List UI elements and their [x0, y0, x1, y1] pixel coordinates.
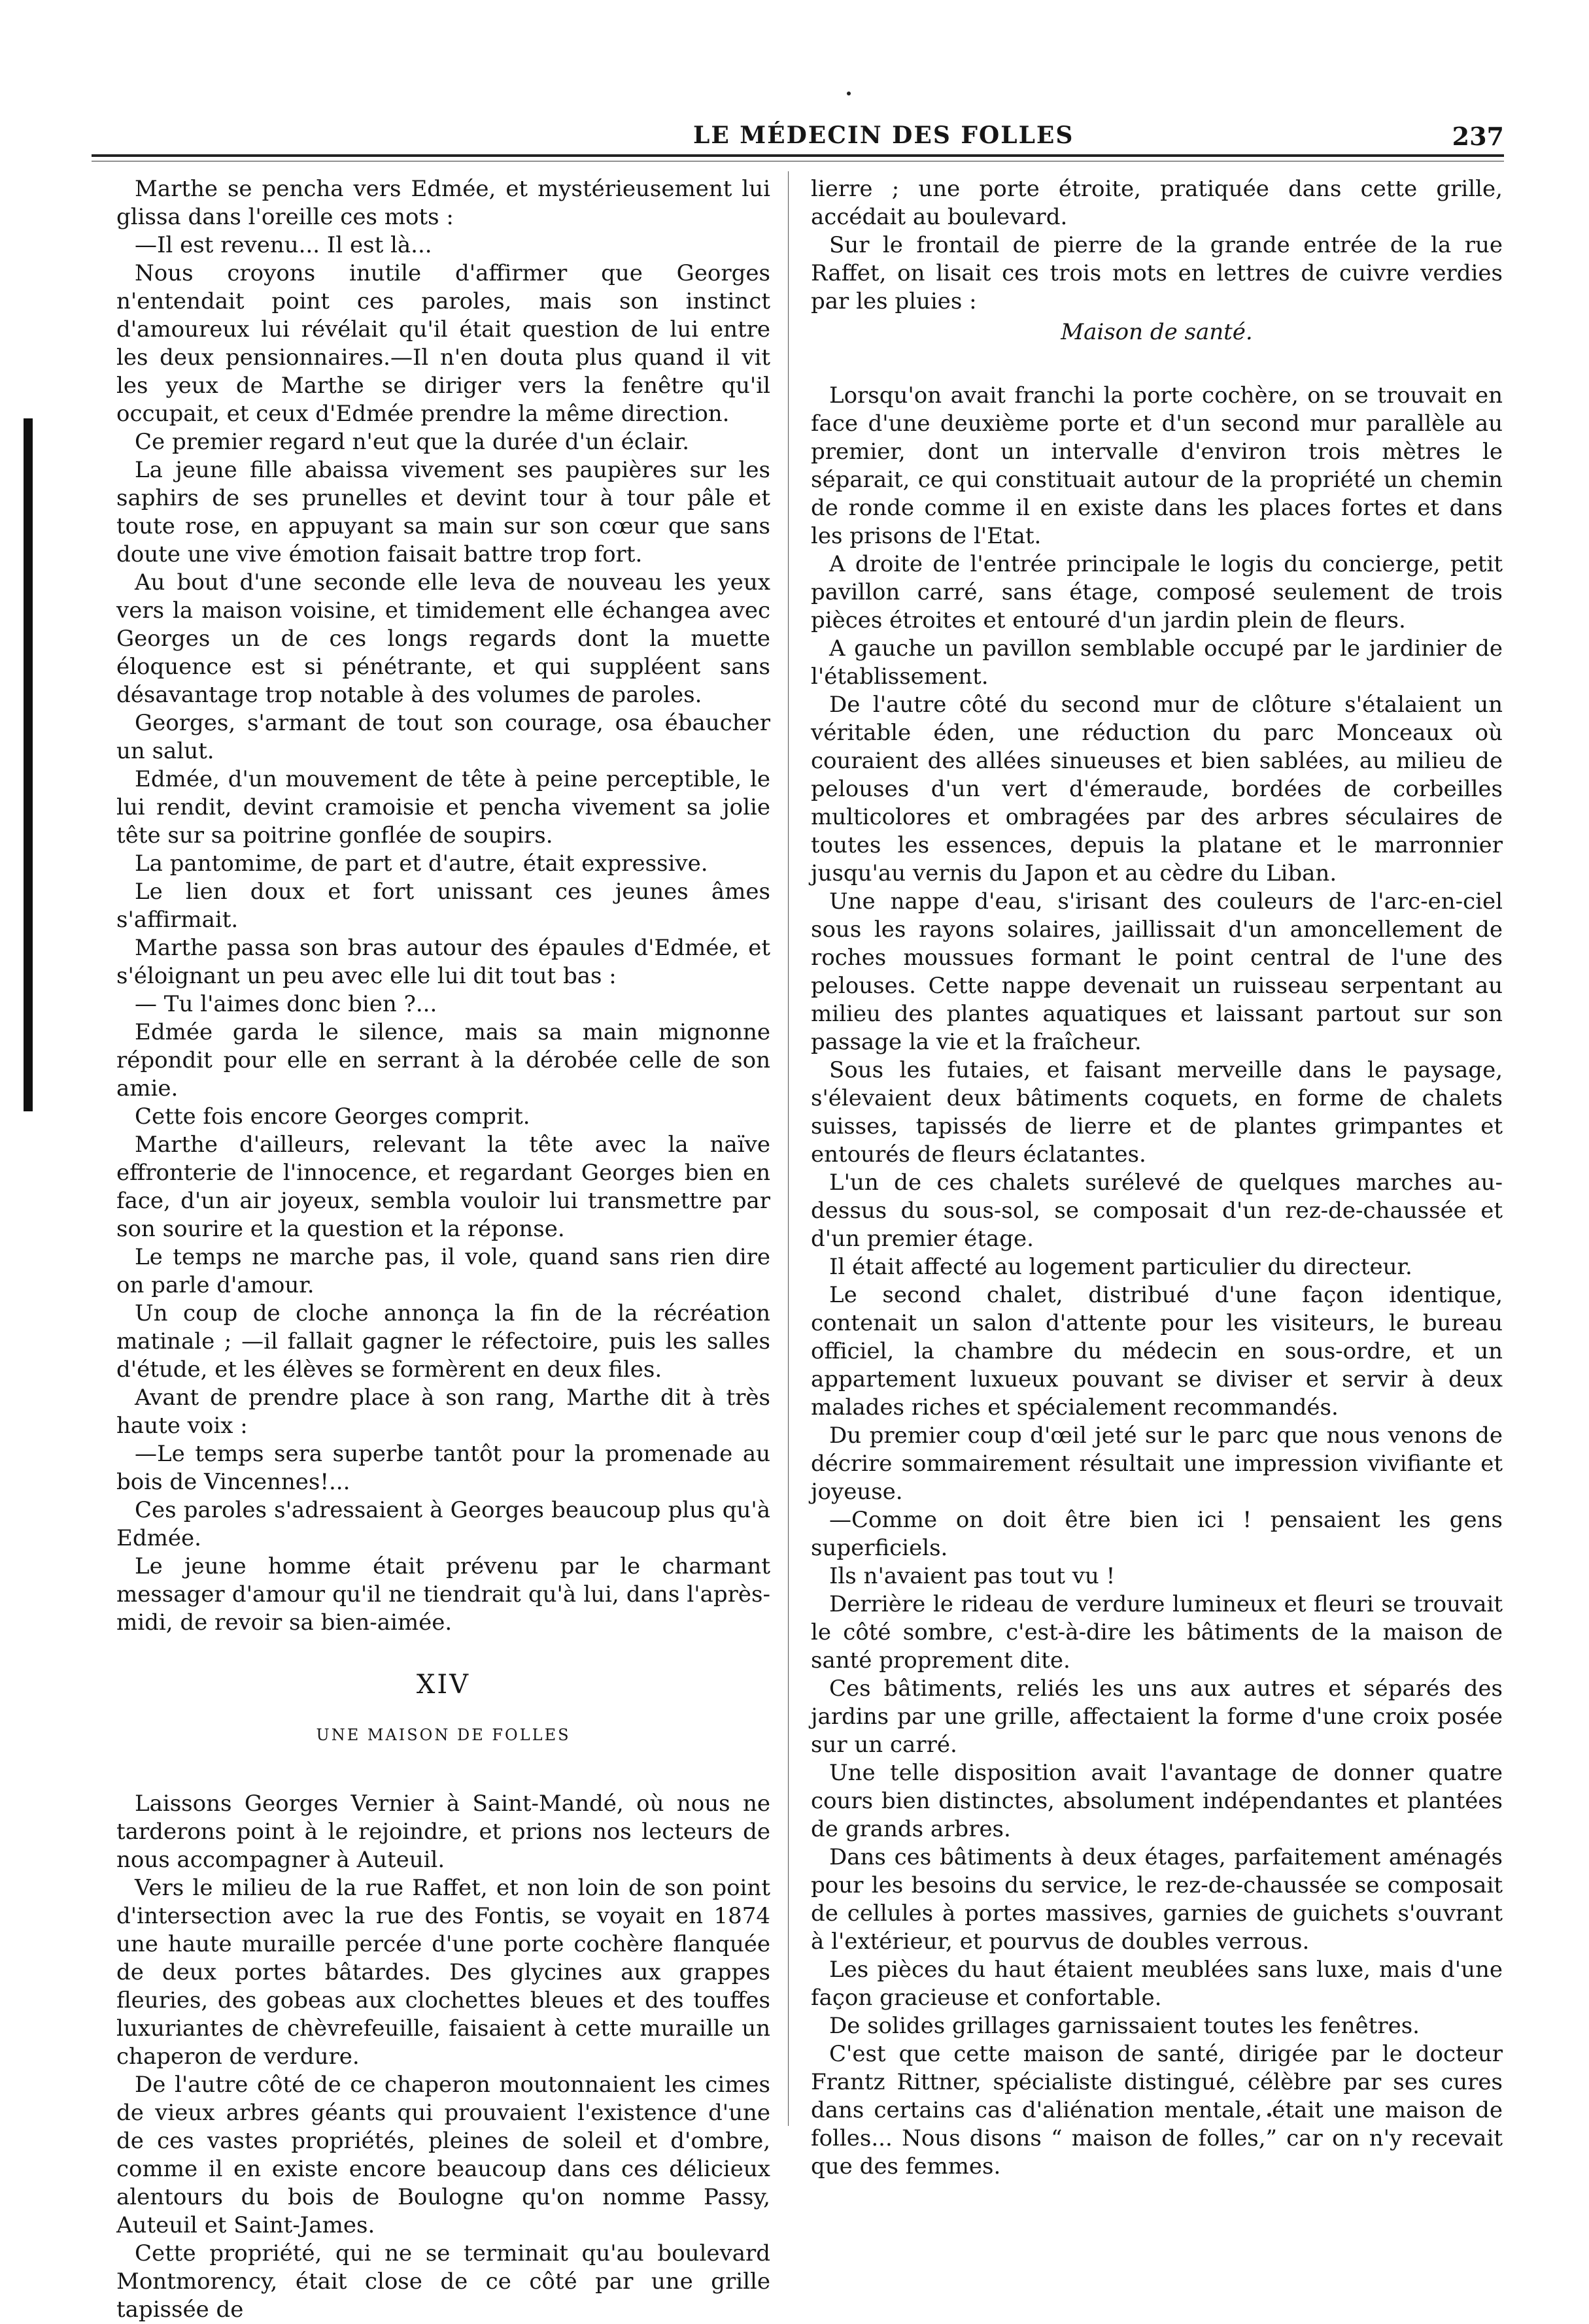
paragraph: Les pièces du haut étaient meublées sans luxe, mais d'une façon gracieuse et confortable.	[811, 1957, 1503, 2011]
paragraph: Au bout d'une seconde elle leva de nouveau les yeux vers la maison voisine, et timidement elle échangea avec Georges un de ces longs regards dont la muette éloquence est si pénétrante, et qui suppléent sans désavantage trop notable à des volumes de paroles.	[116, 569, 770, 708]
column-divider	[788, 171, 789, 2126]
paragraph: Sur le frontail de pierre de la grande entrée de la rue Raffet, on lisait ces trois mots en lettres de cuivre verdies par les pluies :	[811, 232, 1503, 314]
paragraph: Lorsqu'on avait franchi la porte cochère, on se trouvait en face d'une deuxième porte et d'un second mur parallèle au premier, dont un intervalle d'environ trois mètres le séparait, ce qui constituait autour de la propriété un chemin de ronde comme il en existe dans les places fortes et dans les prisons de l'Etat.	[811, 382, 1503, 549]
paragraph: C'est que cette maison de santé, dirigée par le docteur Frantz Rittner, spécialiste distingué, célèbre par ses cures dans certains cas d'aliénation mentale, était une maison de folles... Nous disons “ maison de folles,” car on n'y recevait que des femmes.	[811, 2041, 1503, 2180]
chapter-title: UNE MAISON DE FOLLES	[316, 1726, 571, 1744]
page-number: 237	[1452, 122, 1504, 151]
paragraph: Ces paroles s'adressaient à Georges beaucoup plus qu'à Edmée.	[116, 1497, 770, 1551]
paragraph: Dans ces bâtiments à deux étages, parfaitement aménagés pour les besoins du service, le rez-de-chaussée se composait de cellules à portes massives, garnies de guichets s'ouvrant à l'extérieur, et pourvus de doubles verrous.	[811, 1844, 1503, 1955]
left-column	[116, 175, 770, 2324]
paragraph: Georges, s'armant de tout son courage, osa ébaucher un salut.	[116, 710, 770, 764]
paragraph: L'un de ces chalets surélevé de quelques marches au-dessus du sous-sol, se composait d'un rez-de-chaussée et d'un premier étage.	[811, 1170, 1503, 1252]
paragraph: Il était affecté au logement particulier du directeur.	[829, 1254, 1412, 1280]
paragraph: Marthe d'ailleurs, relevant la tête avec la naïve effronterie de l'innocence, et regardant Georges bien en face, d'un air joyeux, sembla vouloir lui transmettre par son sourire et la question et la réponse.	[116, 1132, 770, 1242]
paragraph: —Il est revenu... Il est là...	[135, 232, 432, 258]
paragraph: De l'autre côté de ce chaperon moutonnaient les cimes de vieux arbres géants qui prouvaient l'existence d'une de ces vastes propriétés, pleines de soleil et d'ombre, comme il en existe encore beaucoup dans ces délicieux alentours du bois de Boulogne qu'on nomme Passy, Auteuil et Saint-James.	[116, 2072, 770, 2238]
paragraph: —Comme on doit être bien ici ! pensaient les gens superficiels.	[811, 1507, 1503, 1561]
paragraph: — Tu l'aimes donc bien ?...	[135, 991, 437, 1017]
paragraph: Derrière le rideau de verdure lumineux et fleuri se trouvait le côté sombre, c'est-à-dire les bâtiments de la maison de santé proprement dite.	[811, 1591, 1503, 1674]
paragraph: Edmée, d'un mouvement de tête à peine perceptible, le lui rendit, devint cramoisie et pencha vivement sa jolie tête sur sa poitrine gonflée de soupirs.	[116, 766, 770, 849]
paragraph: —Le temps sera superbe tantôt pour la promenade au bois de Vincennes!...	[116, 1441, 770, 1495]
paragraph: Vers le milieu de la rue Raffet, et non loin de son point d'intersection avec la rue des Fontis, se voyait en 1874 une haute muraille percée d'une porte cochère flanquée de deux portes bâtardes. Des glycines aux grappes fleuries, des gobeas aux clochettes bleues et des touffes luxuriantes de chèvrefeuille, faisaient à cette muraille un chaperon de verdure.	[116, 1875, 770, 2070]
paragraph: Un coup de cloche annonça la fin de la récréation matinale ; —il fallait gagner le réfectoire, puis les salles d'étude, et les élèves se formèrent en deux files.	[116, 1300, 770, 1383]
running-title: LE MÉDECIN DES FOLLES	[693, 122, 1074, 149]
paragraph: Le jeune homme était prévenu par le charmant messager d'amour qu'il ne tiendrait qu'à lui, dans l'après-midi, de revoir sa bien-aimée.	[116, 1553, 770, 1636]
paragraph: De solides grillages garnissaient toutes les fenêtres.	[829, 2013, 1420, 2039]
scan-margin-bar	[24, 418, 33, 1111]
paragraph: Marthe passa son bras autour des épaules d'Edmée, et s'éloignant un peu avec elle lui dit tout bas :	[116, 935, 770, 989]
paragraph: Une telle disposition avait l'avantage de donner quatre cours bien distinctes, absolument indépendantes et plantées de grands arbres.	[811, 1760, 1503, 1842]
paragraph: Laissons Georges Vernier à Saint-Mandé, où nous ne tarderons point à le rejoindre, et prions nos lecteurs de nous accompagner à Auteuil.	[116, 1791, 770, 1873]
paragraph: Nous croyons inutile d'affirmer que Georges n'entendait point ces paroles, mais son instinct d'amoureux lui révélait qu'il était question de lui entre les deux pensionnaires.—Il n'en douta plus quand il vit les yeux de Marthe se diriger vers la fenêtre qu'il occupait, et ceux d'Edmée prendre la même direction.	[116, 260, 770, 427]
paragraph: Le second chalet, distribué d'une façon identique, contenait un salon d'attente pour les visiteurs, le bureau officiel, la chambre du médecin en sous-ordre, et un appartement luxueux pouvant se diviser et servir à deux malades riches et spécialement recommandés.	[811, 1282, 1503, 1421]
right-column	[811, 175, 1503, 2181]
paragraph: Ils n'avaient pas tout vu !	[829, 1563, 1116, 1589]
header-rule	[92, 154, 1504, 157]
paragraph: Ce premier regard n'eut que la durée d'un éclair.	[135, 429, 690, 455]
paragraph: Ces bâtiments, reliés les uns aux autres et séparés des jardins par une grille, affectaient la forme d'une croix posée sur un carré.	[811, 1676, 1503, 1758]
paragraph: Cette fois encore Georges comprit.	[135, 1103, 530, 1130]
paragraph: Marthe se pencha vers Edmée, et mystérieusement lui glissa dans l'oreille ces mots :	[116, 176, 770, 230]
paragraph: lierre ; une porte étroite, pratiquée dans cette grille, accédait au boulevard.	[811, 176, 1503, 230]
paragraph: De l'autre côté du second mur de clôture s'étalaient un véritable éden, une réduction du parc Monceaux où couraient des allées sinueuses et bien sablées, au milieu de pelouses d'un vert d'émeraude, bordées de corbeilles multicolores et ombragées par des arbres séculaires de toutes les essences, depuis la platane et le marronnier jusqu'au vernis du Japon et au cèdre du Liban.	[811, 692, 1503, 886]
paragraph: Avant de prendre place à son rang, Marthe dit à très haute voix :	[116, 1385, 770, 1439]
sign-inscription: Maison de santé.	[1061, 319, 1253, 345]
paragraph: Edmée garda le silence, mais sa main mignonne répondit pour elle en serrant à la dérobée celle de son amie.	[116, 1019, 770, 1102]
paragraph: Le lien doux et fort unissant ces jeunes âmes s'affirmait.	[116, 879, 770, 933]
paragraph: La pantomime, de part et d'autre, était expressive.	[135, 850, 708, 877]
paragraph: A gauche un pavillon semblable occupé par le jardinier de l'établissement.	[811, 635, 1503, 690]
paragraph: Une nappe d'eau, s'irisant des couleurs de l'arc-en-ciel sous les rayons solaires, jaillissait d'un amoncellement de roches moussues formant le point central de l'une des pelouses. Cette nappe devenait un ruisseau serpentant au milieu des plantes aquatiques et laissant partout sur son passage la vie et la fraîcheur.	[811, 888, 1503, 1055]
chapter-number: XIV	[416, 1670, 471, 1700]
paragraph: Le temps ne marche pas, il vole, quand sans rien dire on parle d'amour.	[116, 1244, 770, 1298]
paragraph: A droite de l'entrée principale le logis du concierge, petit pavillon carré, sans étage, composé seulement de trois pièces étroites et entouré d'un jardin plein de fleurs.	[811, 551, 1503, 633]
paragraph: La jeune fille abaissa vivement ses paupières sur les saphirs de ses prunelles et devint tour à tour pâle et toute rose, en appuyant sa main sur son cœur que sans doute une vive émotion faisait battre trop fort.	[116, 457, 770, 567]
paragraph: Sous les futaies, et faisant merveille dans le paysage, s'élevaient deux bâtiments coquets, en forme de chalets suisses, tapissés de lierre et de plantes grimpantes et entourés de fleurs éclatantes.	[811, 1057, 1503, 1168]
paragraph: Cette propriété, qui ne se terminait qu'au boulevard Montmorency, était close de ce côté par une grille tapissée de	[116, 2240, 770, 2323]
ink-speck	[847, 92, 851, 95]
paragraph: Du premier coup d'œil jeté sur le parc que nous venons de décrire sommairement résultait une impression vivifiante et joyeuse.	[811, 1423, 1503, 1505]
